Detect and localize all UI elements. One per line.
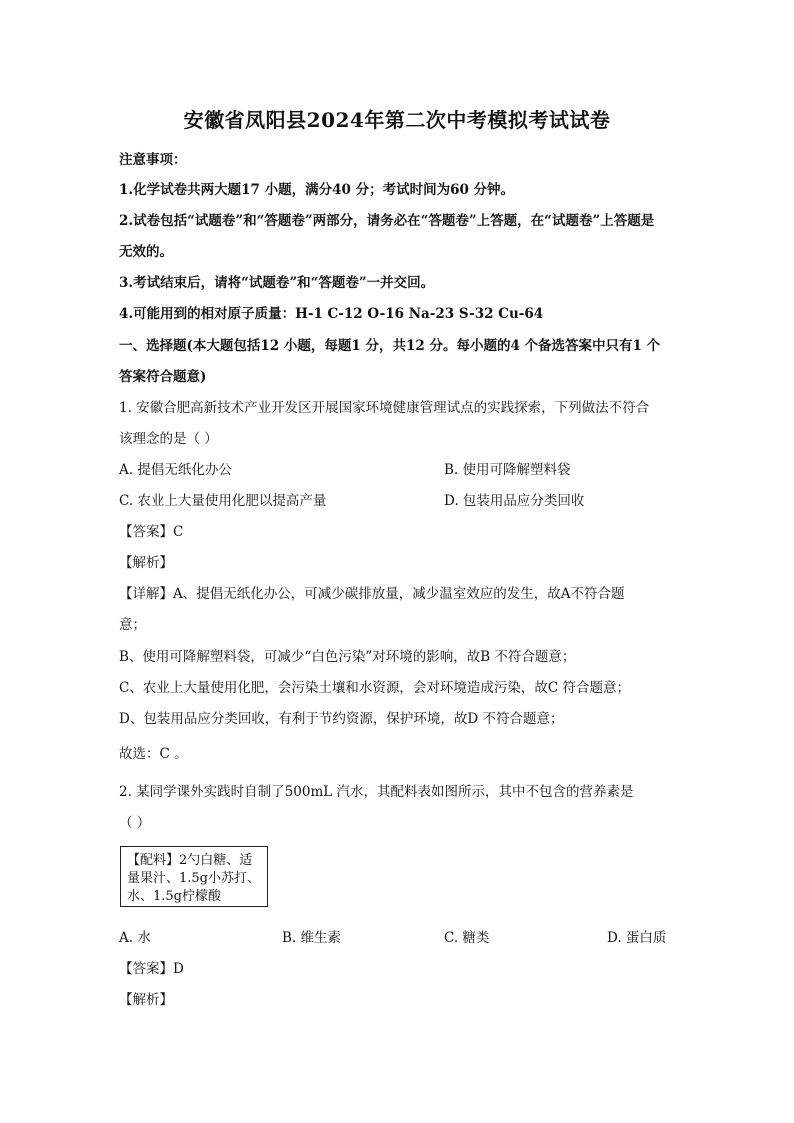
q1-detail-b: B、使用可降解塑料袋，可减少“白色污染”对环境的影响，故B 不符合题意； bbox=[119, 649, 576, 665]
q1-option-c: C. 农业上大量使用化肥以提高产量 bbox=[119, 493, 327, 509]
notice-heading: 注意事项： bbox=[119, 152, 187, 168]
q2-option-a: A. 水 bbox=[119, 930, 151, 946]
q1-option-b: B. 使用可降解塑料袋 bbox=[444, 462, 571, 478]
q1-conclusion: 故选：C 。 bbox=[119, 746, 188, 762]
q1-detail-d: D、包装用品应分类回收，有利于节约资源，保护环境，故D 不符合题意； bbox=[119, 711, 564, 727]
q1-stem-cont: 该理念的是（ ） bbox=[119, 431, 218, 447]
q2-recipe-line-3: 水、1.5g柠檬酸 bbox=[127, 889, 221, 904]
notice-item-1: 1.化学试卷共两大题17 小题，满分40 分；考试时间为60 分钟。 bbox=[119, 182, 515, 198]
q2-stem: 2. 某同学课外实践时自制了500mL 汽水，其配料表如图所示，其中不包含的营养素是 bbox=[119, 784, 634, 800]
q1-detail: 【详解】A、提倡无纸化办公，可减少碳排放量，减少温室效应的发生，故A不符合题 bbox=[119, 586, 625, 602]
q1-analysis: 【解析】 bbox=[119, 555, 173, 571]
q2-analysis: 【解析】 bbox=[119, 992, 173, 1008]
section-heading: 一、选择题(本大题包括12 小题，每题1 分，共12 分。每小题的4 个备选答案中只有1 个 bbox=[119, 338, 661, 354]
q1-answer: 【答案】C bbox=[119, 524, 184, 540]
notice-item-3: 3.考试结束后，请将“试题卷”和“答题卷”一并交回。 bbox=[119, 275, 435, 291]
q2-recipe-box bbox=[120, 846, 268, 907]
q2-recipe-line-2: 量果汁、1.5g小苏打、 bbox=[127, 871, 260, 886]
q2-stem-cont: （ ） bbox=[119, 815, 151, 831]
notice-item-2: 2.试卷包括“试题卷”和“答题卷”两部分，请务必在“答题卷”上答题，在“试题卷”上答题是 bbox=[119, 213, 655, 229]
q1-stem: 1. 安徽合肥高新技术产业开发区开展国家环境健康管理试点的实践探索，下列做法不符合 bbox=[119, 400, 650, 416]
q2-recipe-line-1: 【配料】2勺白糖、适 bbox=[127, 853, 253, 868]
q2-option-b: B. 维生素 bbox=[282, 930, 342, 946]
section-heading-cont: 答案符合题意) bbox=[119, 369, 207, 385]
q1-detail-c: C、农业上大量使用化肥，会污染土壤和水资源，会对环境造成污染，故C 符合题意； bbox=[119, 680, 630, 696]
q1-option-a: A. 提倡无纸化办公 bbox=[119, 462, 232, 478]
notice-item-4: 4.可能用到的相对原子质量：H-1 C-12 O-16 Na-23 S-32 Cu-64 bbox=[119, 306, 544, 322]
q2-option-d: D. 蛋白质 bbox=[607, 930, 667, 946]
q2-answer: 【答案】D bbox=[119, 961, 184, 977]
page-title: 安徽省凤阳县2024年第二次中考模拟考试试卷 bbox=[183, 108, 611, 132]
q2-option-c: C. 糖类 bbox=[444, 930, 490, 946]
notice-item-2-cont: 无效的。 bbox=[119, 244, 173, 260]
q1-detail-cont: 意； bbox=[119, 617, 146, 633]
q1-option-d: D. 包装用品应分类回收 bbox=[444, 493, 585, 509]
